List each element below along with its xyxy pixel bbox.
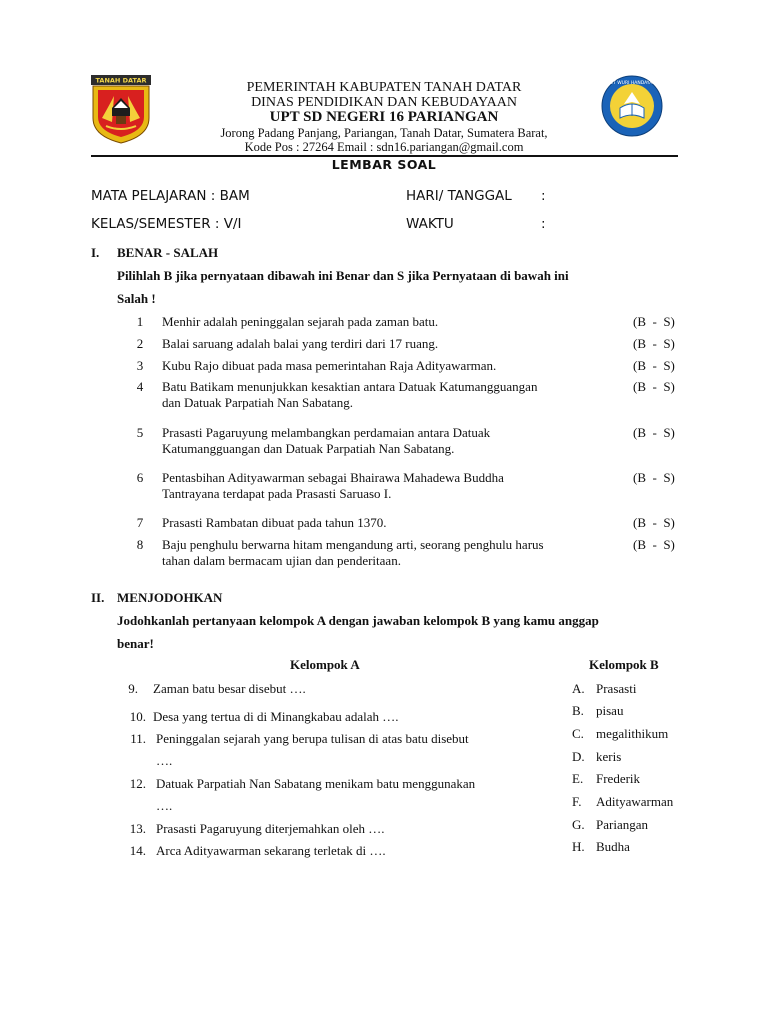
answer-letter: G.	[572, 817, 585, 832]
match-item-text-cont: ….	[156, 798, 173, 813]
section1-instruction: Pilihlah B jika pernyataan dibawah ini Benar dan S jika Pernyataan di bawah ini	[117, 268, 569, 283]
tf-item-text-cont: dan Datuak Parpatiah Nan Sabatang.	[162, 395, 353, 410]
match-item-number: 10.	[129, 709, 146, 724]
answer-text: Budha	[596, 839, 630, 854]
answer-letter: E.	[572, 771, 584, 786]
answer-text: Adityawarman	[596, 794, 674, 809]
match-item-text: Arca Adityawarman sekarang terletak di ….	[156, 843, 386, 858]
tf-item-choice: (B - S)	[633, 470, 675, 485]
answer-letter: D.	[572, 749, 585, 764]
match-item-text: Prasasti Pagaruyung diterjemahkan oleh ….	[156, 821, 385, 836]
day-date-label: HARI/ TANGGAL	[406, 188, 512, 204]
logo-right-text: TUT WURI HANDAYANI	[607, 81, 657, 86]
tf-item-choice: (B - S)	[633, 336, 675, 351]
tf-item-choice: (B - S)	[633, 379, 675, 394]
section2-instruction-cont: benar!	[117, 636, 154, 651]
tf-item-text: Baju penghulu berwarna hitam mengandung arti, seorang penghulu harus	[162, 537, 544, 552]
tf-item-text: Prasasti Rambatan dibuat pada tahun 1370.	[162, 515, 387, 530]
match-item-number: 11.	[130, 731, 146, 746]
answer-letter: H.	[572, 839, 585, 854]
match-item-text-cont: ….	[156, 753, 173, 768]
answer-letter: A.	[572, 681, 585, 696]
tf-item-choice: (B - S)	[633, 358, 675, 373]
tf-item-choice: (B - S)	[633, 425, 675, 440]
document-title: LEMBAR SOAL	[331, 157, 437, 172]
tf-item-text-cont: tahan dalam bermacam ujian dan penderitaan.	[162, 553, 401, 568]
tf-item-number: 2	[136, 336, 144, 351]
tf-item-number: 7	[136, 515, 144, 530]
answer-text: pisau	[596, 703, 624, 718]
answer-text: Prasasti	[596, 681, 637, 696]
header-address: Jorong Padang Panjang, Pariangan, Tanah Datar, Sumatera Barat,	[220, 126, 548, 140]
match-item-text: Desa yang tertua di di Minangkabau adalah ….	[153, 709, 399, 724]
answer-text: megalithikum	[596, 726, 669, 741]
tf-item-choice: (B - S)	[633, 314, 675, 329]
tf-item-text: Prasasti Pagaruyung melambangkan perdamaian antara Datuak	[162, 425, 491, 440]
tf-item-number: 6	[136, 470, 144, 485]
section1-instruction-cont: Salah !	[117, 291, 156, 306]
tf-item-number: 8	[136, 537, 144, 552]
tf-item-number: 5	[136, 425, 144, 440]
header-school-name: UPT SD NEGERI 16 PARIANGAN	[269, 109, 499, 125]
section2-instruction: Jodohkanlah pertanyaan kelompok A dengan jawaban kelompok B yang kamu anggap	[117, 613, 599, 628]
answer-text: keris	[596, 749, 622, 764]
header-department: DINAS PENDIDIKAN DAN KEBUDAYAAN	[251, 95, 517, 110]
match-item-text: Zaman batu besar disebut ….	[153, 681, 306, 696]
match-item-number: 14.	[129, 843, 146, 858]
tf-item-text: Menhir adalah peninggalan sejarah pada zaman batu.	[162, 314, 439, 329]
match-item-number: 12.	[129, 776, 146, 791]
answer-text: Pariangan	[596, 817, 648, 832]
subject-field: MATA PELAJARAN : BAM	[91, 188, 250, 204]
answer-letter: F.	[572, 794, 582, 809]
tf-item-number: 3	[136, 358, 144, 373]
tf-item-choice: (B - S)	[633, 515, 675, 530]
tf-item-text-cont: Katumangguangan dan Datuak Parpatiah Nan Sabatang.	[162, 441, 455, 456]
match-item-text: Datuak Parpatiah Nan Sabatang menikam batu menggunakan	[156, 776, 476, 791]
group-b-title: Kelompok B	[589, 657, 659, 672]
day-date-colon: :	[541, 188, 546, 204]
logo-left-text: TANAH DATAR	[95, 76, 147, 85]
time-colon: :	[541, 216, 546, 232]
time-label: WAKTU	[406, 216, 454, 232]
header-government: PEMERINTAH KABUPATEN TANAH DATAR	[246, 80, 522, 95]
tf-item-choice: (B - S)	[633, 537, 675, 552]
tf-item-text: Batu Batikam menunjukkan kesaktian antara Datuak Katumangguangan	[162, 379, 538, 394]
match-item-number: 9.	[128, 681, 138, 696]
tf-item-number: 1	[136, 314, 144, 329]
section2-number: II.	[91, 590, 105, 605]
section1-title: BENAR - SALAH	[117, 245, 219, 260]
tf-item-text: Balai saruang adalah balai yang terdiri dari 17 ruang.	[162, 336, 439, 351]
group-a-title: Kelompok A	[290, 657, 360, 672]
section2-title: MENJODOHKAN	[117, 590, 223, 605]
answer-letter: B.	[572, 703, 584, 718]
answer-letter: C.	[572, 726, 584, 741]
section1-number: I.	[91, 245, 100, 260]
tf-item-text: Pentasbihan Adityawarman sebagai Bhairawa Mahadewa Buddha	[162, 470, 504, 485]
tf-item-text-cont: Tantrayana terdapat pada Prasasti Saruaso I.	[162, 486, 392, 501]
tf-item-text: Kubu Rajo dibuat pada masa pemerintahan Raja Adityawarman.	[162, 358, 497, 373]
match-item-text: Peninggalan sejarah yang berupa tulisan di atas batu disebut	[156, 731, 469, 746]
tf-item-number: 4	[136, 379, 144, 394]
match-item-number: 13.	[129, 821, 146, 836]
class-semester-field: KELAS/SEMESTER : V/I	[91, 216, 242, 232]
header-contact: Kode Pos : 27264 Email : sdn16.pariangan@gmail.com	[244, 140, 524, 154]
answer-text: Frederik	[596, 771, 641, 786]
